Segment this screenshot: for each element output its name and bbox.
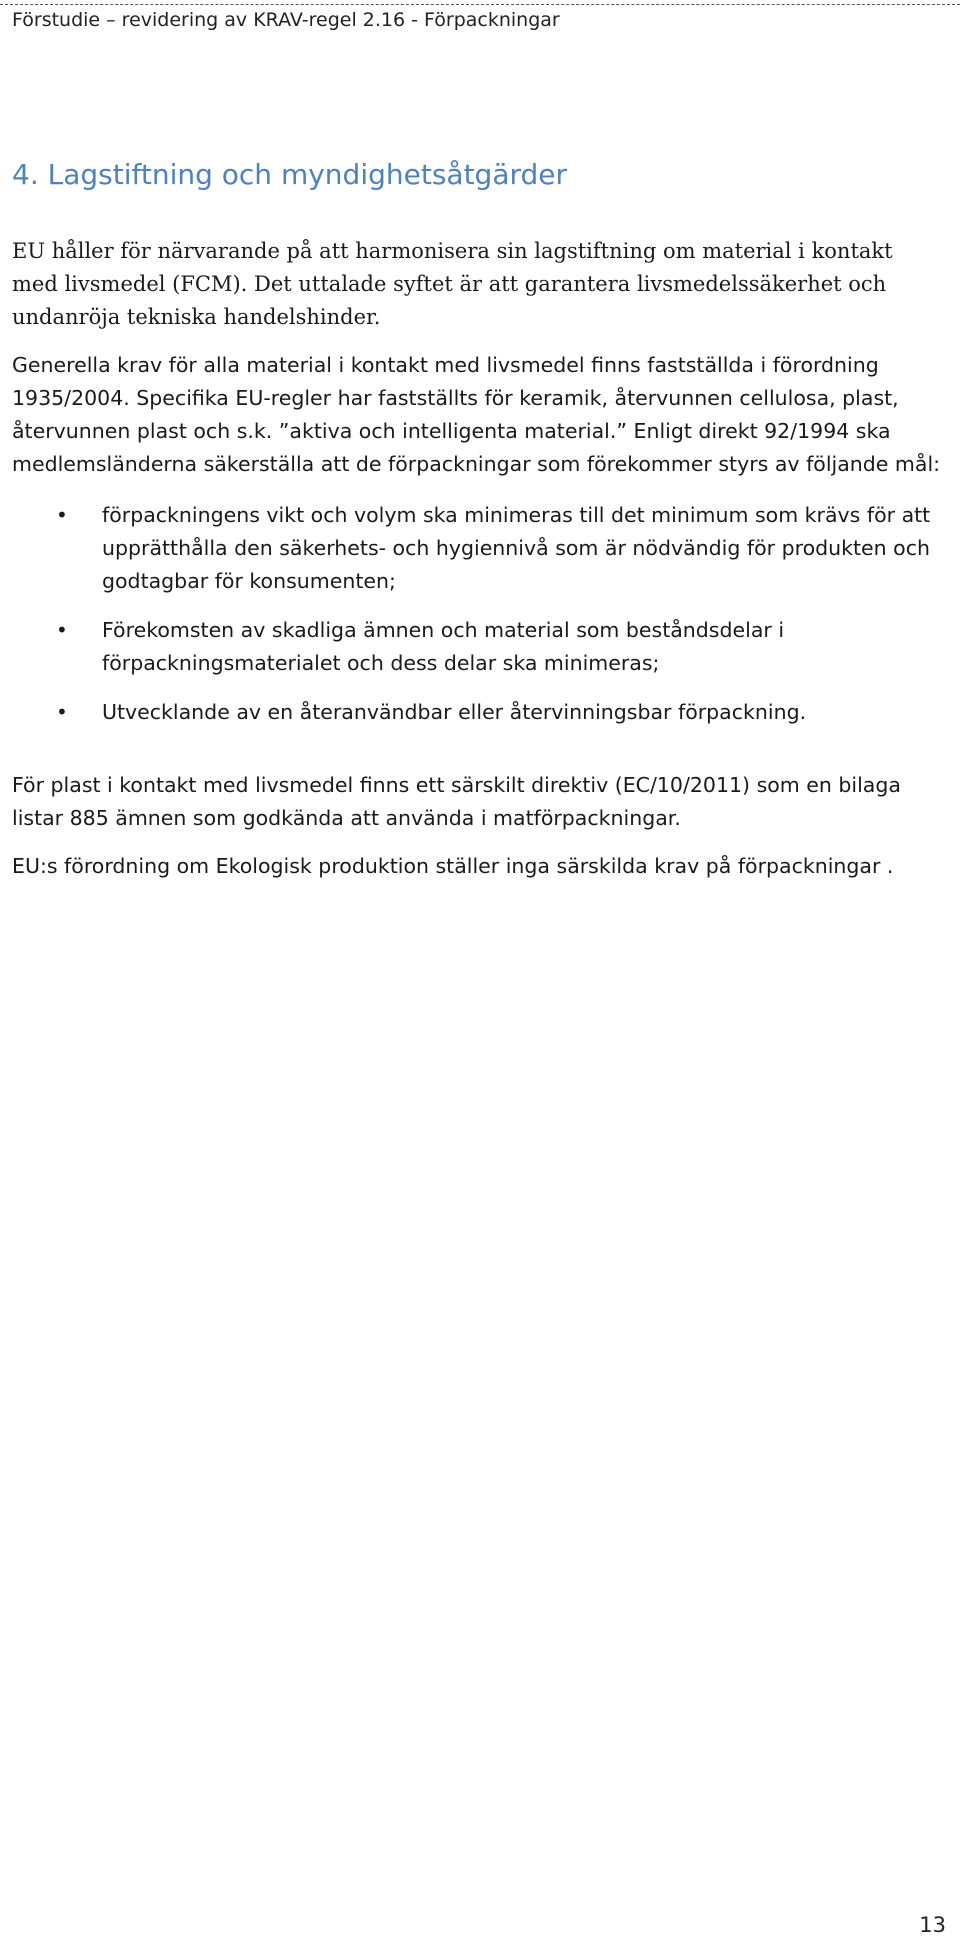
document-body xyxy=(12,155,942,883)
list-item xyxy=(12,614,942,680)
list-item-text: förpackningens vikt och volym ska minimeras till det minimum som krävs för att upprätthålla den säkerhets- och hygiennivå som är nödvändig för produkten och godtagbar för konsumenten; xyxy=(102,503,931,593)
header-divider xyxy=(0,4,960,5)
paragraph-regulations: Generella krav för alla material i kontakt med livsmedel finns fastställda i förordning 1935/2004. Specifika EU-regler har fastställts för keramik, återvunnen cellulosa, plast, återvunnen plast och s.k. ”aktiva och intelligenta material.” Enligt direkt 92/1994 ska medlemsländerna säkerställa att de förpackningar som förekommer styrs av följande mål: xyxy=(12,353,941,476)
list-item-text: Förekomsten av skadliga ämnen och material som beståndsdelar i förpackningsmaterialet och dess delar ska minimeras; xyxy=(102,618,785,675)
paragraph-plastics: För plast i kontakt med livsmedel finns ett särskilt direktiv (EC/10/2011) som en bilaga listar 885 ämnen som godkända att använda i matförpackningar. xyxy=(12,773,901,830)
bullet-icon: • xyxy=(56,503,68,527)
page-number: 13 xyxy=(919,1913,946,1937)
paragraph-organic: EU:s förordning om Ekologisk produktion ställer inga särskilda krav på förpackningar . xyxy=(12,854,894,878)
section-heading: 4. Lagstiftning och myndighetsåtgärder xyxy=(12,158,568,191)
goals-list xyxy=(12,499,942,729)
paragraph-intro: EU håller för närvarande på att harmonisera sin lagstiftning om material i kontakt med livsmedel (FCM). Det uttalade syftet är att garantera livsmedelssäkerhet och undanröja tekniska handelshinder. xyxy=(12,239,893,329)
running-header: Förstudie – revidering av KRAV-regel 2.16 - Förpackningar xyxy=(12,9,560,31)
bullet-icon: • xyxy=(56,618,68,642)
bullet-icon: • xyxy=(56,700,68,724)
list-item-text: Utvecklande av en återanvändbar eller återvinningsbar förpackning. xyxy=(102,700,807,724)
spacer xyxy=(12,745,942,769)
list-item xyxy=(12,696,942,729)
list-item xyxy=(12,499,942,598)
